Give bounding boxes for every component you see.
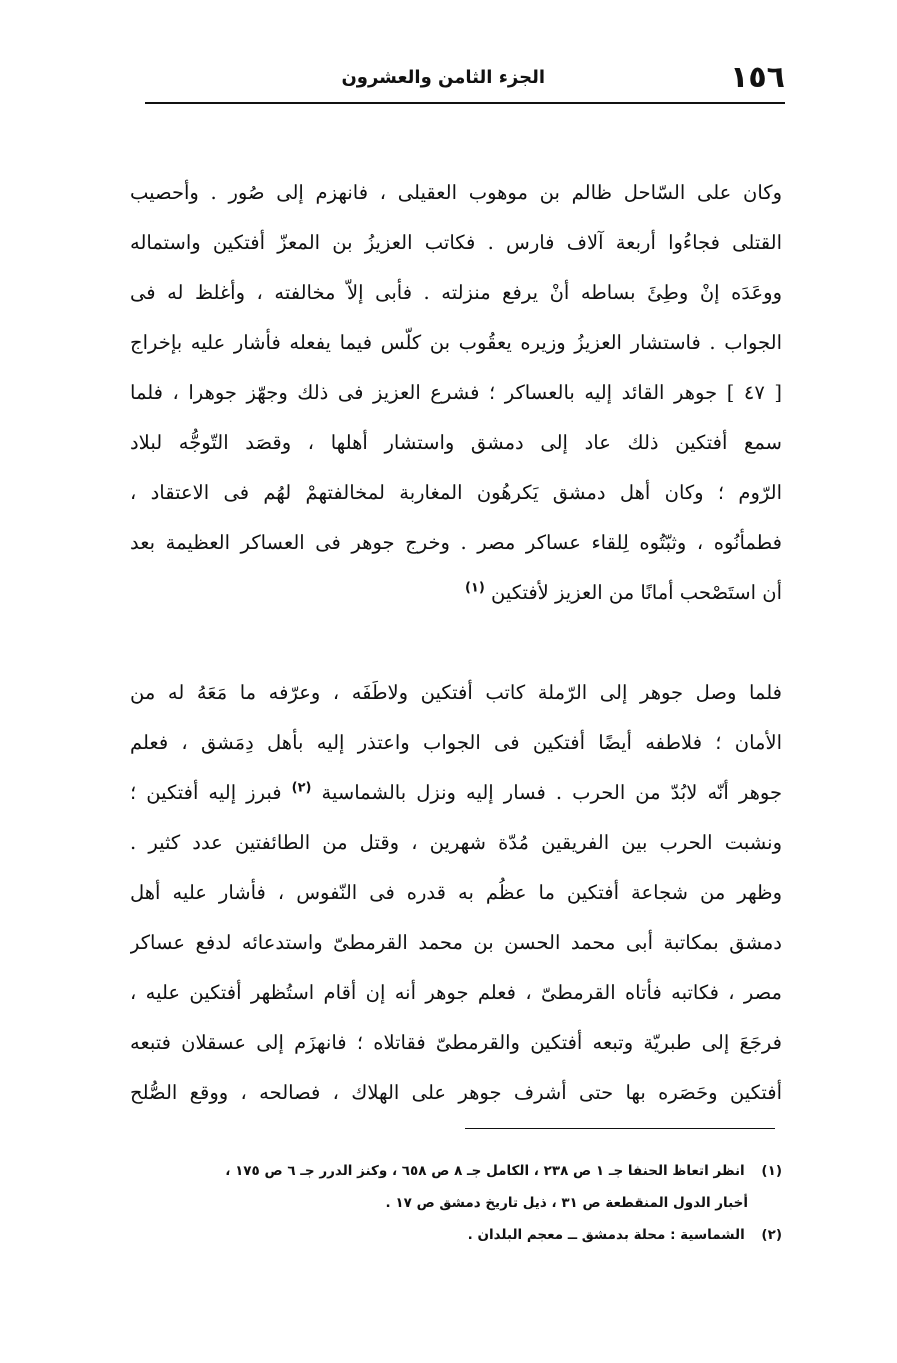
text-line: الأمان ؛ فلاطفه أيضًا أفتكين فى الجواب واعتذر إليه بأهل دِمَشق ، فعلم [130,731,782,754]
footnotes [130,1155,782,1251]
text-line: وكان على السّاحل ظالم بن موهوب العقيلى ، فانهزم إلى صُور . وأحصيب [130,181,782,204]
text-line: أفتكين وحَصَره بها حتى أشرف جوهر على الهلاك ، فصالحه ، ووقع الصُّلح [130,1081,782,1104]
text-line: الرّوم ؛ وكان أهل دمشق يَكرهُون المغاربة لمخالفتهمْ لهُم فى الاعتقاد ، [130,481,782,504]
footnote-rule [465,1128,775,1129]
text-line-content: أن استَصْحب أمانًا من العزيز لأفتكين [490,581,782,604]
text-line-with-note [130,768,782,818]
footnote-number: (١) [761,1163,782,1179]
text-line-content: جوهر أنّه لابُدّ من الحرب . فسار إليه ونزل بالشماسية [321,781,782,804]
text-line-tail: فبرز إليه أفتكين ؛ [130,781,282,804]
paragraph-2 [130,668,782,1118]
paragraph-1 [130,168,782,618]
footnote-ref-1[interactable]: (١) [464,580,485,596]
page-number: ١٥٦ [730,60,785,95]
text-line: [ ٤٧ ] جوهر القائد إليه بالعساكر ؛ فشرع العزيز فى ذلك وجهّز جوهرا ، فلما [130,381,782,404]
text-line: مصر ، فكاتبه فأتاه القرمطىّ ، فعلم جوهر أنه إن أقام استُظهر أفتكين عليه ، [130,981,782,1004]
text-line-last [130,568,782,618]
footnote-1-continued: أخبار الدول المنقطعة ص ٣١ ، ذيل تاريخ دمشق ص ١٧ . [385,1195,748,1211]
footnote-1 [130,1155,782,1187]
text-line: ووعَدَه إنْ وطِئَ بساطه أنْ يرفع منزلته . فأبى إلاّ مخالفته ، وأغلظ له فى [130,281,782,304]
page-header [145,58,785,104]
footnote-number: (٢) [761,1227,782,1243]
text-line: القتلى فجاءُوا أربعة آلاف فارس . فكاتب العزيزُ بن المعزّ أفتكين واستماله [130,231,782,254]
text-line: فطمأنُوه ، وثبّتُوه لِلقاء عساكر مصر . وخرج جوهر فى العساكر العظيمة بعد [130,531,782,554]
text-line: الجواب . فاستشار العزيزُ وزيره يعقُوب بن كلّس فيما يفعله فأشار عليه بإخراج [130,331,782,354]
text-line: ونشبت الحرب بين الفريقين مُدّة شهرين ، وقتل من الطائفتين عدد كثير . [130,831,782,854]
footnote-ref-2[interactable]: (٢) [291,780,312,796]
text-line: سمع أفتكين ذلك عاد إلى دمشق واستشار أهلها ، وقصَد التّوجُّه لبلاد [130,431,782,454]
footnote-text: انظر اتعاظ الحنفا جـ ١ ص ٢٣٨ ، الكامل جـ ٨ ص ٦٥٨ ، وكنز الدرر جـ ٦ ص ١٧٥ ، [225,1163,745,1179]
text-line: فلما وصل جوهر إلى الرّملة كاتب أفتكين ولاطَفَه ، وعرّفه ما مَعَهُ له من [130,681,782,704]
text-line: فرجَعَ إلى طبريّة وتبعه أفتكين والقرمطىّ فقاتلاه ؛ فانهزَم إلى عسقلان فتبعه [130,1031,782,1054]
footnote-2 [130,1219,782,1251]
running-title: الجزء الثامن والعشرون [341,67,545,88]
footnote-text: الشماسية : محلة بدمشق ــ معجم البلدان . [467,1227,745,1243]
text-line: وظهر من شجاعة أفتكين ما عظُم به قدره فى النّفوس ، فأشار عليه أهل [130,881,782,904]
text-line: دمشق بمكاتبة أبى محمد الحسن بن محمد القرمطىّ واستدعائه لدفع عساكر [130,931,782,954]
header-rule [145,102,785,104]
